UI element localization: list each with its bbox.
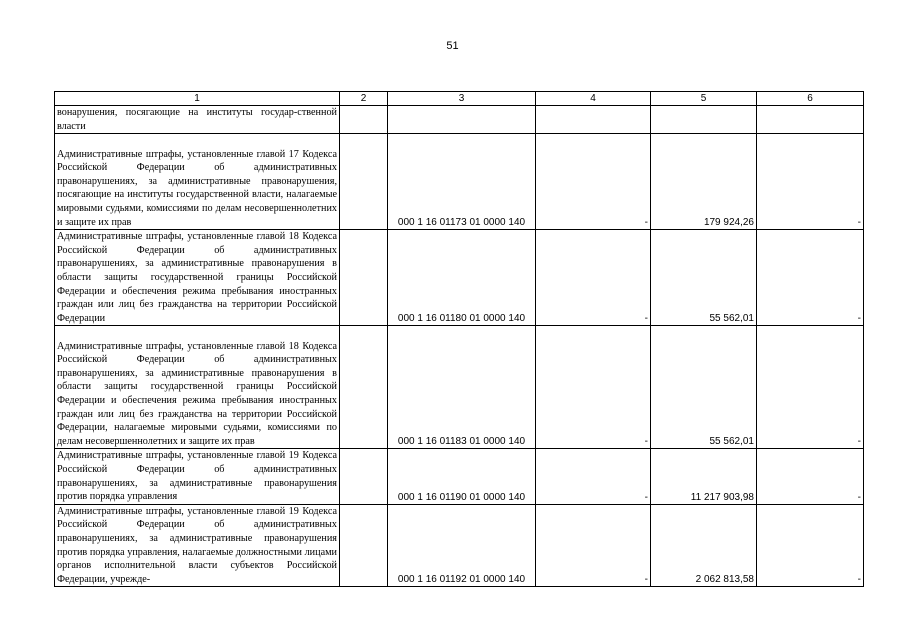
- header-col-4: 4: [536, 92, 651, 106]
- row-col2: [340, 326, 388, 449]
- row-code: 000 1 16 01192 01 0000 140: [388, 504, 536, 587]
- table-row: [55, 504, 864, 587]
- table-row: [55, 326, 864, 449]
- header-col-2: 2: [340, 92, 388, 106]
- row-name: Административные штрафы, установленные главой 19 Кодекса Российской Федерации об административных правонарушениях, за административные правонарушения против порядка управления, налагаемые должностными лицами органов исполнительной власти субъектов Российской Федерации, учрежде-: [55, 504, 340, 587]
- header-col-3: 3: [388, 92, 536, 106]
- header-col-6: 6: [757, 92, 864, 106]
- header-col-5: 5: [651, 92, 757, 106]
- row-col2: [340, 449, 388, 504]
- row-code: 000 1 16 01173 01 0000 140: [388, 134, 536, 230]
- row-col5: [651, 106, 757, 134]
- row-col6: -: [757, 449, 864, 504]
- row-col4: -: [536, 134, 651, 230]
- row-name: Административные штрафы, установленные главой 18 Кодекса Российской Федерации об административных правонарушениях, за административные правонарушения в области защиты государственной границы Российской Федерации и обеспечения режима пребывания иностранных граждан или лиц без гражданства на территории Российской Федерации, налагаемые мировыми судьями, комиссиями по делам несовершеннолетних и защите их прав: [55, 326, 340, 449]
- row-col4: [536, 106, 651, 134]
- row-col6: -: [757, 230, 864, 326]
- row-col5: 2 062 813,58: [651, 504, 757, 587]
- row-col2: [340, 134, 388, 230]
- header-col-1: 1: [55, 92, 340, 106]
- page-number: 51: [446, 40, 459, 52]
- table-row: [55, 106, 864, 134]
- row-col6: [757, 106, 864, 134]
- row-code: 000 1 16 01190 01 0000 140: [388, 449, 536, 504]
- row-col2: [340, 504, 388, 587]
- row-col6: -: [757, 134, 864, 230]
- header-row: [55, 92, 864, 106]
- table-row: [55, 230, 864, 326]
- row-name: Административные штрафы, установленные главой 18 Кодекса Российской Федерации об административных правонарушениях, за административные правонарушения в области защиты государственной границы Российской Федерации и обеспечения режима пребывания иностранных граждан или лиц без гражданства на территории Российской Федерации: [55, 230, 340, 326]
- row-name: Административные штрафы, установленные главой 19 Кодекса Российской Федерации об административных правонарушениях, за административные правонарушения против порядка управления: [55, 449, 340, 504]
- row-col4: -: [536, 230, 651, 326]
- row-col5: 11 217 903,98: [651, 449, 757, 504]
- row-col6: -: [757, 326, 864, 449]
- row-col2: [340, 106, 388, 134]
- row-name: Административные штрафы, установленные главой 17 Кодекса Российской Федерации об административных правонарушениях, за административные правонарушения, посягающие на институты государственной власти, налагаемые мировыми судьями, комиссиями по делам несовершеннолетних и защите их прав: [55, 134, 340, 230]
- row-col4: -: [536, 504, 651, 587]
- row-col5: 179 924,26: [651, 134, 757, 230]
- budget-table: [54, 91, 864, 587]
- row-code: 000 1 16 01180 01 0000 140: [388, 230, 536, 326]
- row-col6: -: [757, 504, 864, 587]
- row-code: [388, 106, 536, 134]
- row-col4: -: [536, 326, 651, 449]
- row-col5: 55 562,01: [651, 230, 757, 326]
- row-col5: 55 562,01: [651, 326, 757, 449]
- table-row: [55, 449, 864, 504]
- row-col4: -: [536, 449, 651, 504]
- row-col2: [340, 230, 388, 326]
- table-row: [55, 134, 864, 230]
- row-name: вонарушения, посягающие на институты государ-ственной власти: [55, 106, 340, 134]
- row-code: 000 1 16 01183 01 0000 140: [388, 326, 536, 449]
